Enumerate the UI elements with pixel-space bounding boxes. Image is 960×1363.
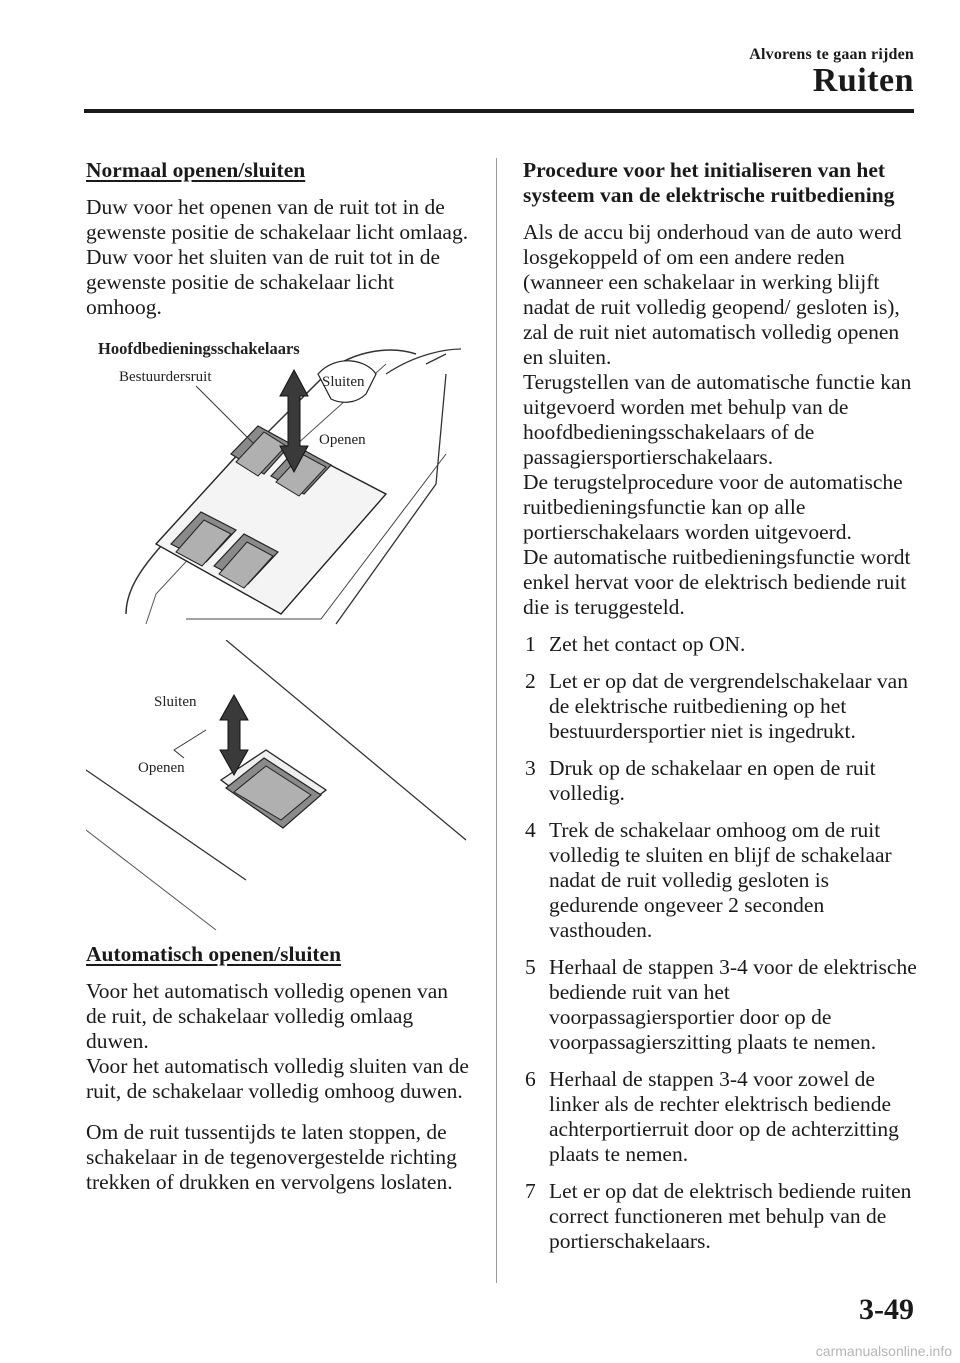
door-switch-illustration: [86, 640, 472, 940]
master-switch-illustration: [86, 334, 472, 634]
figure1-label-close: Sluiten: [322, 374, 365, 390]
step-item: 4 Trek de schakelaar omhoog om de ruit volledig te sluiten en blijf de schakelaar nadat de ruit volledig gesloten is gedurende ongeveer 2 seconden vasthouden.: [525, 818, 892, 942]
header-title: Ruiten: [812, 62, 914, 99]
figure1-label-driver: Bestuurdersruit: [119, 369, 212, 385]
init-intro: Als de accu bij onderhoud van de auto werd losgekoppeld of om een andere reden (wanneer een schakelaar in werking blijft nadat de ruit volledig geopend/ gesloten is), zal de ruit niet automatisch volledig openen en sluiten. Terugstellen van de automatische functie kan uitgevoerd worden met behulp van de hoofdbedieningsschakelaars of de passagiersportierschakelaars. De terugstelprocedure voor de automatische ruitbedieningsfunctie kan op alle portierschakelaars worden uitgevoerd. De automatische ruitbedieningsfunctie wordt enkel hervat voor de elektrisch bediende ruit die is teruggesteld.: [523, 220, 912, 619]
normal-text: Duw voor het openen van de ruit tot in de gewenste positie de schakelaar licht omlaag. Duw voor het sluiten van de ruit tot in de gewenste positie de schakelaar licht omhoog.: [86, 195, 469, 319]
figure1-label-open: Openen: [319, 432, 366, 448]
init-steps: [523, 632, 918, 1254]
figure2-label-close: Sluiten: [154, 694, 197, 710]
init-heading: Procedure voor het initialiseren van het systeem van de elektrische ruitbediening: [523, 158, 895, 207]
figure2-label-open: Openen: [138, 760, 185, 776]
step-item: 2 Let er op dat de vergrendelschakelaar van de elektrische ruitbediening op het bestuurdersportier niet is ingedrukt.: [525, 669, 908, 743]
header-section: Alvorens te gaan rijden: [749, 46, 914, 63]
door-switch-figure: [86, 640, 472, 940]
column-divider: [496, 158, 497, 1283]
driver-leader-line: [196, 386, 254, 444]
figure1-title: Hoofdbedieningsschakelaars: [98, 339, 300, 358]
auto-text-1: Voor het automatisch volledig openen van de ruit, de schakelaar volledig omlaag duwen. Voor het automatisch volledig sluiten van de ruit, de schakelaar volledig omhoog duwen.: [86, 979, 469, 1103]
page-number: 3-49: [859, 1293, 914, 1326]
step-item: 6 Herhaal de stappen 3-4 voor zowel de linker als de rechter elektrisch bediende achterportierruit door op de achterzitting plaats te nemen.: [525, 1067, 899, 1166]
left-column: [86, 158, 472, 1195]
right-column: [523, 158, 918, 1266]
step-item: 1 Zet het contact op ON.: [525, 632, 746, 656]
door-close-open-arrow: [220, 695, 248, 775]
step-item: 3 Druk op de schakelaar en open de ruit volledig.: [525, 756, 876, 805]
watermark: carmanualsonline.info: [815, 1343, 952, 1359]
normal-heading: Normaal openen/sluiten: [86, 158, 306, 182]
auto-text-2: Om de ruit tussentijds te laten stoppen, de schakelaar in de tegenovergestelde richting trekken of drukken en vervolgens loslaten.: [86, 1120, 457, 1194]
auto-heading: Automatisch openen/sluiten: [86, 942, 342, 966]
step-item: 5 Herhaal de stappen 3-4 voor de elektrische bediende ruit van het voorpassagiersportier door op de voorpassagierszitting plaats te nemen.: [525, 955, 917, 1054]
header-rule: [84, 109, 914, 113]
step-item: 7 Let er op dat de elektrisch bediende ruiten correct functioneren met behulp van de portierschakelaars.: [525, 1179, 912, 1253]
master-switch-figure: [86, 334, 472, 634]
